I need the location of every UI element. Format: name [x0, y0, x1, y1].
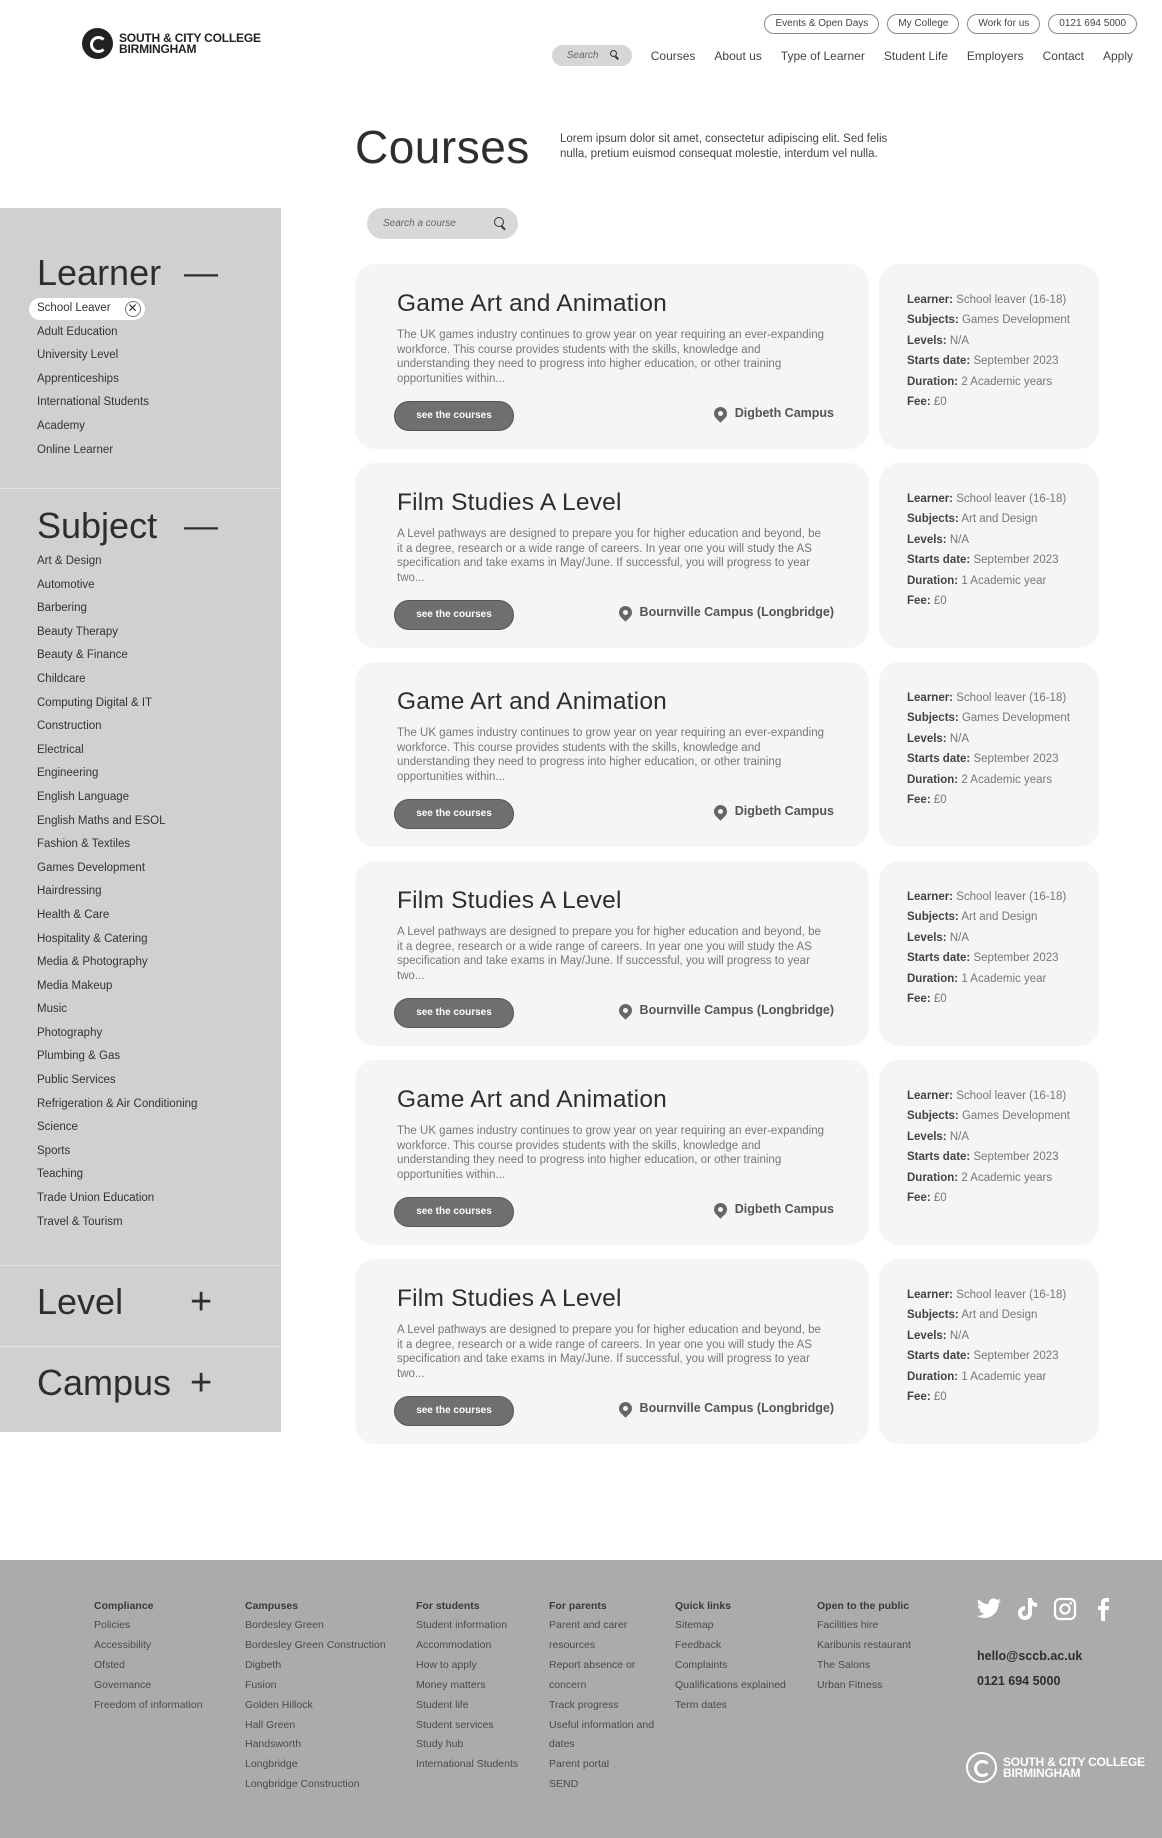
site-footer [0, 1560, 1162, 1838]
filter-option[interactable]: Construction [37, 720, 102, 733]
course-card [355, 463, 869, 648]
level-facet[interactable] [0, 1266, 281, 1347]
footer-link[interactable]: Money matters [416, 1678, 486, 1691]
filter-option[interactable]: Media Makeup [37, 979, 113, 992]
filter-option[interactable]: Health & Care [37, 908, 110, 921]
course-duration: Duration: 1 Academic year [907, 1370, 1047, 1383]
footer-link[interactable]: Student services [416, 1718, 494, 1731]
filter-option[interactable]: Public Services [37, 1074, 116, 1087]
course-info-card [879, 1259, 1099, 1444]
filter-option[interactable]: Refrigeration & Air Conditioning [37, 1097, 198, 1110]
footer-link[interactable]: Longbridge Construction [245, 1778, 360, 1791]
filter-sidebar [0, 208, 281, 1432]
course-subjects: Subjects: Art and Design [907, 911, 1038, 924]
filter-option[interactable]: Music [37, 1003, 68, 1016]
footer-link[interactable]: Facilities hire [817, 1619, 879, 1631]
course-fee: Fee: £0 [907, 396, 947, 409]
twitter-icon[interactable] [976, 1596, 1002, 1622]
nav-courses[interactable]: Courses [650, 48, 696, 63]
footer-phone-link[interactable]: 0121 694 5000 [977, 1674, 1061, 1688]
course-campus: Bournville Campus (Longbridge) [619, 1401, 834, 1415]
filter-option[interactable]: Photography [37, 1026, 103, 1039]
filter-option[interactable]: Hairdressing [37, 885, 102, 898]
course-row [355, 1259, 1099, 1458]
course-card [355, 1060, 869, 1245]
expand-icon[interactable]: + [190, 1362, 213, 1404]
course-list [355, 264, 1099, 1458]
filter-option[interactable]: Plumbing & Gas [37, 1050, 121, 1063]
course-card [355, 861, 869, 1046]
footer-column-title: For parents [549, 1600, 607, 1612]
see-the-courses-button[interactable]: see the courses [394, 600, 514, 630]
course-start-date: Starts date: September 2023 [907, 1350, 1059, 1363]
course-levels: Levels: N/A [907, 334, 970, 347]
course-info-card [879, 662, 1099, 847]
footer-link[interactable]: Study hub [416, 1738, 464, 1751]
filter-option[interactable]: University Level [37, 349, 119, 362]
footer-link[interactable]: Bordesley Green Construction [245, 1638, 386, 1651]
location-pin-icon [711, 404, 729, 422]
course-campus: Bournville Campus (Longbridge) [619, 1003, 834, 1017]
work-for-us-link[interactable]: Work for us [967, 14, 1040, 34]
filter-option[interactable]: Fashion & Textiles [37, 838, 131, 851]
college-logo[interactable] [82, 28, 261, 59]
filter-option[interactable]: Hospitality & Catering [37, 932, 148, 945]
course-learner: Learner: School leaver (16-18) [907, 692, 1067, 704]
course-subjects: Subjects: Art and Design [907, 513, 1038, 526]
phone-link[interactable]: 0121 694 5000 [1048, 14, 1137, 34]
footer-link[interactable]: The Salons [817, 1658, 871, 1671]
course-learner: Learner: School leaver (16-18) [907, 1090, 1067, 1102]
course-description: A Level pathways are designed to prepare you for higher education and beyond, be it a degree, research or a wide range of careers. In year one you will study the AS specification and take exams in May/June. If successful, you will progress to year two... [397, 926, 821, 982]
filter-option[interactable]: Online Learner [37, 443, 114, 456]
logo-text: SOUTH & CITY COLLEGE BIRMINGHAM [1003, 1754, 1145, 1780]
location-pin-icon [616, 603, 634, 621]
footer-link[interactable]: Accommodation [416, 1638, 492, 1651]
course-title[interactable]: Film Studies A Level [397, 887, 622, 914]
filter-option[interactable]: Sports [37, 1144, 71, 1157]
logo-text: SOUTH & CITY COLLEGE BIRMINGHAM [119, 30, 261, 56]
footer-link[interactable]: Student information [416, 1619, 508, 1631]
footer-link[interactable]: Golden Hillock [245, 1698, 313, 1711]
course-duration: Duration: 1 Academic year [907, 972, 1047, 985]
location-pin-icon [616, 1001, 634, 1019]
course-description: The UK games industry continues to grow year on year requiring an ever-expanding workforce. This course provides students with the skills, knowledge and understanding they need to progress into higher education, or other training opportunities within... [397, 329, 825, 385]
course-fee: Fee: £0 [907, 1192, 947, 1205]
facebook-icon[interactable] [1090, 1596, 1116, 1622]
footer-contact [977, 1644, 1082, 1694]
course-row [355, 264, 1099, 463]
course-fee: Fee: £0 [907, 993, 947, 1006]
footer-link[interactable]: Parent portal [549, 1758, 610, 1771]
level-facet-title[interactable]: Level [37, 1281, 124, 1322]
filter-option[interactable]: Science [37, 1121, 78, 1134]
page-intro: Lorem ipsum dolor sit amet, consectetur adipiscing elit. Sed felis nulla, pretium euismod consequat molestie, interdum vel nulla. [560, 133, 888, 160]
footer-logo[interactable] [966, 1752, 1145, 1783]
course-learner: Learner: School leaver (16-18) [907, 493, 1067, 505]
footer-link[interactable]: Hall Green [245, 1718, 296, 1731]
course-row [355, 861, 1099, 1060]
nav-apply[interactable]: Apply [1102, 48, 1133, 63]
filter-option[interactable]: Beauty & Finance [37, 649, 128, 662]
close-icon[interactable]: ✕ [125, 301, 141, 317]
subject-options [0, 550, 281, 1234]
selected-filter-chip[interactable]: School Leaver ✕ [29, 298, 145, 320]
footer-link[interactable]: International Students [416, 1758, 519, 1771]
course-levels: Levels: N/A [907, 732, 970, 745]
course-card [355, 1259, 869, 1444]
course-info-card [879, 1060, 1099, 1245]
footer-column-title: For students [416, 1600, 480, 1612]
footer-link[interactable]: Sitemap [675, 1619, 714, 1631]
learner-options [0, 297, 281, 462]
course-start-date: Starts date: September 2023 [907, 952, 1059, 965]
subject-facet [0, 489, 281, 1266]
footer-link[interactable]: How to apply [416, 1658, 477, 1671]
filter-option[interactable]: Engineering [37, 767, 99, 780]
footer-link[interactable]: Urban Fitness [817, 1678, 883, 1691]
course-description: A Level pathways are designed to prepare you for higher education and beyond, be it a degree, research or a wide range of careers. In year one you will study the AS specification and take exams in May/June. If successful, you will progress to year two... [397, 528, 821, 584]
filter-option[interactable]: Games Development [37, 861, 146, 874]
expand-icon[interactable]: + [190, 1281, 213, 1323]
filter-option[interactable]: Beauty Therapy [37, 625, 118, 638]
filter-option[interactable]: International Students [37, 396, 149, 409]
filter-option[interactable]: English Maths and ESOL [37, 814, 166, 827]
course-description: A Level pathways are designed to prepare you for higher education and beyond, be it a degree, research or a wide range of careers. In year one you will study the AS specification and take exams in May/June. If successful, you will progress to year two... [397, 1324, 821, 1380]
filter-option[interactable]: Art & Design [37, 555, 102, 567]
course-info-card [879, 264, 1099, 449]
course-levels: Levels: N/A [907, 1130, 970, 1143]
course-learner: Learner: School leaver (16-18) [907, 1289, 1067, 1301]
course-subjects: Subjects: Games Development [907, 1110, 1070, 1123]
footer-link[interactable]: Ofsted [94, 1658, 125, 1671]
footer-column-open-to-public [817, 1600, 911, 1696]
course-row [355, 1060, 1099, 1259]
footer-column-title: Quick links [675, 1600, 732, 1612]
events-open-days-link[interactable]: Events & Open Days [764, 14, 879, 34]
filter-option[interactable]: Media & Photography [37, 956, 148, 969]
course-duration: Duration: 2 Academic years [907, 773, 1053, 786]
course-subjects: Subjects: Games Development [907, 314, 1070, 327]
footer-link[interactable]: Term dates [675, 1698, 727, 1711]
nav-employers[interactable]: Employers [966, 48, 1024, 63]
see-the-courses-button[interactable]: see the courses [394, 401, 514, 431]
course-info-card [879, 861, 1099, 1046]
course-fee: Fee: £0 [907, 794, 947, 807]
page-title: Courses [355, 121, 530, 173]
footer-column-title: Compliance [94, 1600, 154, 1612]
nav-student-life[interactable]: Student Life [883, 48, 948, 63]
footer-link[interactable]: Handsworth [245, 1738, 302, 1751]
filter-option[interactable]: Barbering [37, 602, 87, 615]
logo-icon [82, 28, 113, 59]
footer-link[interactable]: Accessibility [94, 1638, 152, 1651]
course-levels: Levels: N/A [907, 1329, 970, 1342]
course-duration: Duration: 1 Academic year [907, 574, 1047, 587]
logo-icon [966, 1752, 997, 1783]
footer-link[interactable]: Digbeth [245, 1658, 282, 1671]
footer-column-for-students [416, 1600, 518, 1775]
footer-link[interactable]: Freedom of information [94, 1698, 203, 1711]
filter-option[interactable]: Trade Union Education [37, 1192, 155, 1205]
location-pin-icon [616, 1399, 634, 1417]
footer-column-campuses [245, 1600, 386, 1795]
course-duration: Duration: 2 Academic years [907, 375, 1053, 388]
footer-link[interactable]: concern [549, 1678, 587, 1691]
footer-column-title: Open to the public [817, 1600, 910, 1612]
collapse-icon[interactable]: — [184, 254, 218, 292]
course-description: The UK games industry continues to grow year on year requiring an ever-expanding workforce. This course provides students with the skills, knowledge and understanding they need to progress into higher education, or other training opportunities within... [397, 1125, 825, 1181]
course-subjects: Subjects: Games Development [907, 712, 1070, 725]
course-learner: Learner: School leaver (16-18) [907, 294, 1067, 306]
course-description: The UK games industry continues to grow year on year requiring an ever-expanding workforce. This course provides students with the skills, knowledge and understanding they need to progress into higher education, or other training opportunities within... [397, 727, 825, 783]
course-levels: Levels: N/A [907, 931, 970, 944]
instagram-icon[interactable] [1052, 1596, 1078, 1622]
course-row [355, 463, 1099, 662]
course-title[interactable]: Game Art and Animation [397, 688, 667, 715]
footer-link[interactable]: Useful information and [549, 1718, 655, 1731]
course-campus: Bournville Campus (Longbridge) [619, 605, 834, 619]
filter-option[interactable]: Adult Education [37, 325, 118, 338]
course-levels: Levels: N/A [907, 533, 970, 546]
course-start-date: Starts date: September 2023 [907, 1151, 1059, 1164]
footer-link[interactable]: Karibunis restaurant [817, 1638, 911, 1651]
tiktok-icon[interactable] [1014, 1596, 1040, 1622]
course-info-card [879, 463, 1099, 648]
course-card [355, 264, 869, 449]
footer-column-quick-links [675, 1600, 786, 1716]
search-icon[interactable] [494, 217, 507, 230]
footer-link[interactable]: Track progress [549, 1698, 619, 1711]
course-campus: Digbeth Campus [714, 406, 834, 420]
filter-option[interactable]: Computing Digital & IT [37, 696, 153, 709]
filter-option[interactable]: Travel & Tourism [37, 1215, 123, 1228]
footer-link[interactable]: Complaints [675, 1658, 728, 1671]
filter-option[interactable]: Childcare [37, 672, 86, 685]
course-start-date: Starts date: September 2023 [907, 554, 1059, 567]
search-icon [610, 50, 620, 60]
footer-link[interactable]: Qualifications explained [675, 1678, 786, 1691]
footer-link[interactable]: resources [549, 1638, 596, 1651]
filter-option[interactable]: Electrical [37, 743, 84, 756]
see-the-courses-button[interactable]: see the courses [394, 1396, 514, 1426]
learner-facet-title[interactable]: Learner [37, 252, 162, 293]
location-pin-icon [711, 802, 729, 820]
footer-link[interactable]: Report absence or [549, 1658, 636, 1671]
campus-facet[interactable] [0, 1347, 281, 1432]
learner-facet [0, 208, 281, 489]
main-nav [552, 45, 1133, 66]
footer-link[interactable]: Bordesley Green [245, 1619, 324, 1631]
footer-link[interactable]: Feedback [675, 1638, 722, 1651]
filter-option[interactable]: Academy [37, 419, 85, 432]
course-learner: Learner: School leaver (16-18) [907, 891, 1067, 903]
course-subjects: Subjects: Art and Design [907, 1309, 1038, 1322]
collapse-icon[interactable]: — [184, 507, 218, 545]
my-college-link[interactable]: My College [887, 14, 959, 34]
filter-option[interactable]: Teaching [37, 1168, 84, 1181]
footer-link[interactable]: SEND [549, 1778, 579, 1791]
location-pin-icon [711, 1200, 729, 1218]
course-campus: Digbeth Campus [714, 804, 834, 818]
course-card [355, 662, 869, 847]
course-title[interactable]: Game Art and Animation [397, 290, 667, 317]
footer-column-for-parents [549, 1600, 654, 1795]
filter-option[interactable]: Automotive [37, 578, 95, 591]
footer-link[interactable]: Longbridge [245, 1758, 298, 1771]
social-links [976, 1596, 1116, 1622]
see-the-courses-button[interactable]: see the courses [394, 1197, 514, 1227]
course-fee: Fee: £0 [907, 1391, 947, 1404]
footer-column-compliance [94, 1600, 203, 1716]
utility-links [764, 14, 1137, 34]
footer-link[interactable]: Fusion [245, 1678, 277, 1691]
nav-contact[interactable]: Contact [1042, 48, 1084, 63]
footer-column-title: Campuses [245, 1600, 299, 1612]
footer-link[interactable]: dates [549, 1738, 575, 1751]
footer-link[interactable]: Governance [94, 1678, 152, 1691]
filter-option[interactable]: Apprenticeships [37, 372, 119, 385]
course-title[interactable]: Game Art and Animation [397, 1086, 667, 1113]
course-title[interactable]: Film Studies A Level [397, 489, 622, 516]
footer-email-link[interactable]: hello@sccb.ac.uk [977, 1649, 1083, 1663]
nav-about-us[interactable]: About us [714, 48, 762, 63]
course-search-input[interactable]: Search a course [367, 208, 518, 239]
course-start-date: Starts date: September 2023 [907, 753, 1059, 766]
course-row [355, 662, 1099, 861]
see-the-courses-button[interactable]: see the courses [394, 799, 514, 829]
subject-facet-title[interactable]: Subject [37, 505, 158, 546]
nav-type-of-learner[interactable]: Type of Learner [780, 48, 865, 63]
filter-option[interactable]: English Language [37, 790, 130, 803]
footer-link[interactable]: Parent and carer [549, 1619, 628, 1631]
course-duration: Duration: 2 Academic years [907, 1171, 1053, 1184]
footer-link[interactable]: Student life [416, 1698, 469, 1711]
see-the-courses-button[interactable]: see the courses [394, 998, 514, 1028]
course-start-date: Starts date: September 2023 [907, 355, 1059, 368]
course-campus: Digbeth Campus [714, 1202, 834, 1216]
nav-search-input[interactable]: Search [552, 45, 632, 66]
course-title[interactable]: Film Studies A Level [397, 1285, 622, 1312]
campus-facet-title[interactable]: Campus [37, 1362, 172, 1403]
footer-link[interactable]: Policies [94, 1619, 131, 1631]
course-fee: Fee: £0 [907, 595, 947, 608]
